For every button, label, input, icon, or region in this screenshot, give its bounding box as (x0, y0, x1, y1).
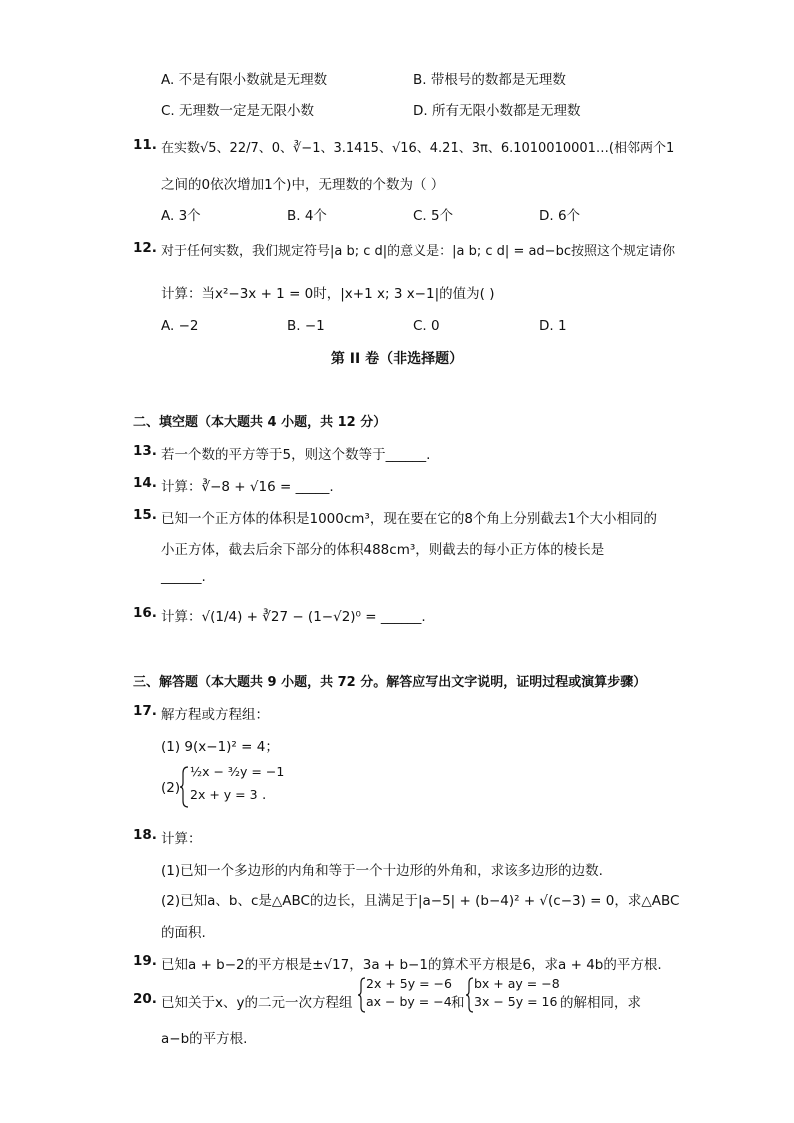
q11-line2: 之间的0依次增加1个)中，无理数的个数为（ ） (161, 177, 445, 193)
q20-pre: 已知关于x、y的二元一次方程组 (161, 995, 353, 1011)
q10-option-b: B. 带根号的数都是无理数 (413, 72, 566, 88)
q11-option-a: A. 3个 (161, 208, 201, 224)
q20-post: 的解相同，求 (560, 995, 641, 1011)
q10-option-c: C. 无理数一定是无限小数 (161, 103, 315, 119)
q15-number: 15. (133, 507, 157, 523)
q13-text: 若一个数的平方等于5，则这个数等于______. (161, 447, 431, 463)
q12-number: 12. (133, 240, 157, 256)
q18-part2: (2)已知a、b、c是△ABC的边长，且满足于|a−5| + (b−4)² + √(c−3) = 0，求△ABC (161, 893, 680, 909)
q12-option-d: D. 1 (539, 318, 567, 334)
q11-option-b: B. 4个 (287, 208, 327, 224)
q20-brace1-icon (358, 976, 366, 1014)
q17-brace-icon (180, 765, 190, 809)
q16-text: 计算：√(1/4) + ∛27 − (1−√2)⁰ = ______. (161, 609, 426, 625)
q18-part2-cont: 的面积. (161, 925, 206, 941)
q20-sys2-eq2: 3x − 5y = 16 (474, 994, 558, 1009)
q19-text: 已知a + b−2的平方根是±√17，3a + b−1的算术平方根是6，求a + 4b的平方根. (161, 957, 662, 973)
q19-number: 19. (133, 953, 157, 969)
q20-line2: a−b的平方根. (161, 1031, 248, 1047)
q20-sys1-eq1: 2x + 5y = −6 (366, 976, 452, 991)
q12-line2: 计算：当x²−3x + 1 = 0时，|x+1 x; 3 x−1|的值为( ) (161, 286, 495, 302)
q18-part1: (1)已知一个多边形的内角和等于一个十边形的外角和，求该多边形的边数. (161, 863, 603, 879)
part2-title: 第 II 卷（非选择题） (330, 351, 464, 367)
q11-line1: 在实数√5、22/7、0、∛−1、3.1415、√16、4.2̇1̇、3π、6.1010010001…(相邻两个1 (161, 141, 675, 156)
q17-number: 17. (133, 703, 157, 719)
q17-part1: (1) 9(x−1)² = 4； (161, 739, 279, 755)
q15-line3: ______. (161, 569, 206, 585)
q12-option-b: B. −1 (287, 318, 325, 334)
q17-part2-label: (2) (161, 780, 181, 796)
q10-option-d: D. 所有无限小数都是无理数 (413, 103, 581, 119)
q20-sys1-eq2: ax − by = −4 (366, 994, 452, 1009)
q17-part2-eq1: ½x − ³⁄₂y = −1 (190, 764, 285, 779)
q11-option-c: C. 5个 (413, 208, 454, 224)
q17-intro: 解方程或方程组： (161, 707, 269, 723)
q12-option-c: C. 0 (413, 318, 440, 334)
q20-sys2-eq1: bx + ay = −8 (474, 976, 560, 991)
q20-brace2-icon (466, 976, 474, 1014)
q10-option-a: A. 不是有限小数就是无理数 (161, 72, 328, 88)
q18-number: 18. (133, 827, 157, 843)
q14-number: 14. (133, 475, 157, 491)
q17-part2-eq2: 2x + y = 3 (190, 787, 258, 802)
q12-line1: 对于任何实数，我们规定符号|a b; c d|的意义是：|a b; c d| = ad−bc按照这个规定请你 (161, 244, 675, 259)
q13-number: 13. (133, 443, 157, 459)
q11-option-d: D. 6个 (539, 208, 581, 224)
q15-line1: 已知一个正方体的体积是1000cm³，现在要在它的8个角上分别截去1个大小相同的 (161, 511, 658, 527)
section2-heading: 二、填空题（本大题共 4 小题，共 12 分） (133, 415, 387, 430)
q20-mid: 和 (451, 995, 465, 1011)
q17-part2-end: . (262, 787, 267, 803)
q12-option-a: A. −2 (161, 318, 199, 334)
section3-heading: 三、解答题（本大题共 9 小题，共 72 分。解答应写出文字说明，证明过程或演算步骤） (133, 675, 647, 690)
q11-number: 11. (133, 137, 157, 153)
q15-line2: 小正方体，截去后余下部分的体积488cm³，则截去的每小正方体的棱长是 (161, 542, 605, 558)
q16-number: 16. (133, 605, 157, 621)
q20-number: 20. (133, 991, 157, 1007)
q14-text: 计算：∛−8 + √16 = _____. (161, 479, 334, 495)
q18-intro: 计算： (161, 831, 202, 847)
